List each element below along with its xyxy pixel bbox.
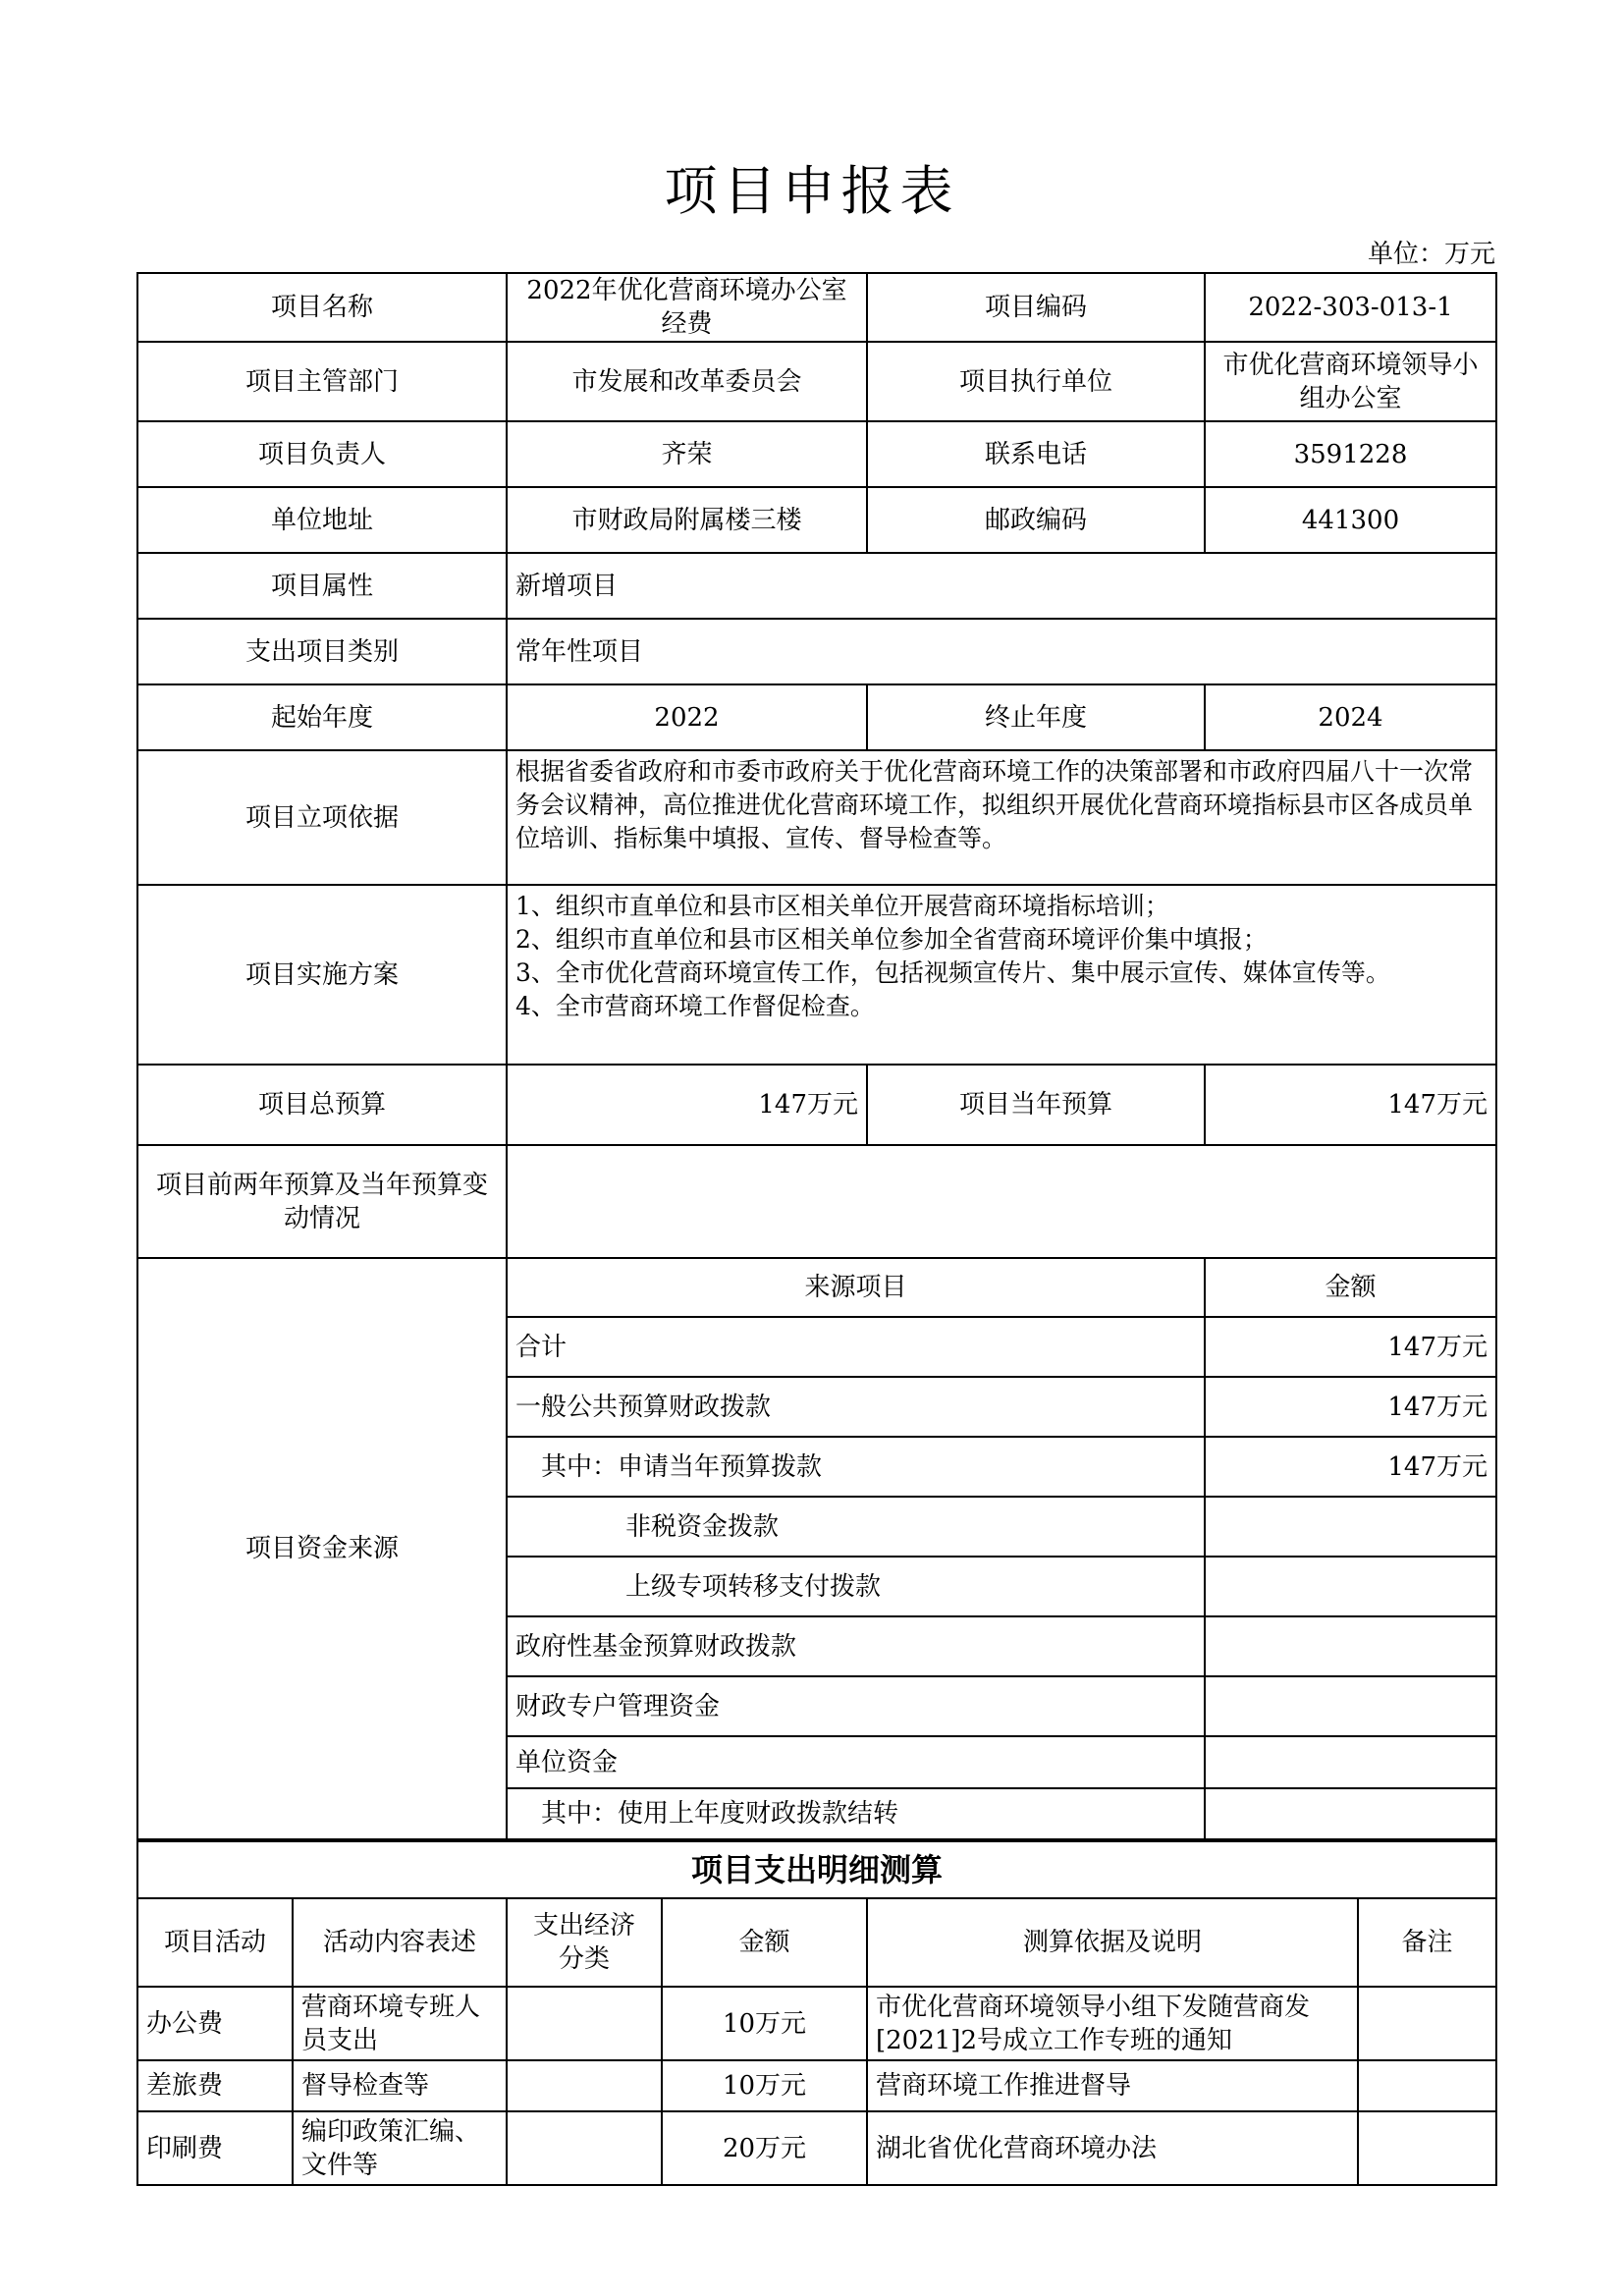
expense-detail-table bbox=[136, 1840, 1497, 2186]
detail-row-econ bbox=[507, 2060, 662, 2111]
detail-header-basis: 测算依据及说明 bbox=[867, 1898, 1358, 1987]
address-value: 市财政局附属楼三楼 bbox=[507, 487, 867, 553]
plan-value bbox=[507, 885, 1496, 1065]
detail-row-remark bbox=[1358, 1987, 1496, 2060]
detail-header-amount: 金额 bbox=[662, 1898, 867, 1987]
source-header: 来源项目 bbox=[507, 1258, 1205, 1317]
detail-row-content: 营商环境专班人员支出 bbox=[293, 1987, 507, 2060]
funding-row-amount bbox=[1205, 1736, 1496, 1788]
plan-line: 2、组织市直单位和县市区相关单位参加全省营商环境评价集中填报； bbox=[515, 925, 1268, 954]
funding-row-name: 其中：申请当年预算拨款 bbox=[507, 1437, 1205, 1497]
detail-header-activity: 项目活动 bbox=[137, 1898, 293, 1987]
page-title: 项目申报表 bbox=[664, 160, 959, 222]
funding-row-name: 政府性基金预算财政拨款 bbox=[507, 1616, 1205, 1676]
attribute-label: 项目属性 bbox=[137, 553, 507, 619]
address-label: 单位地址 bbox=[137, 487, 507, 553]
detail-row-activity: 差旅费 bbox=[137, 2060, 293, 2111]
detail-row-remark bbox=[1358, 2111, 1496, 2185]
funding-source-label: 项目资金来源 bbox=[137, 1258, 507, 1839]
funding-row-name: 单位资金 bbox=[507, 1736, 1205, 1788]
detail-row-remark bbox=[1358, 2060, 1496, 2111]
funding-row-amount bbox=[1205, 1616, 1496, 1676]
budget-change-value bbox=[507, 1145, 1496, 1258]
detail-row-econ bbox=[507, 2111, 662, 2185]
funding-row-amount bbox=[1205, 1497, 1496, 1557]
category-label: 支出项目类别 bbox=[137, 619, 507, 684]
detail-header-econ: 支出经济分类 bbox=[507, 1898, 662, 1987]
project-code-value: 2022-303-013-1 bbox=[1205, 273, 1496, 342]
plan-line: 4、全市营商环境工作督促检查。 bbox=[515, 992, 875, 1020]
funding-row-amount: 147万元 bbox=[1205, 1377, 1496, 1437]
detail-row-amount: 10万元 bbox=[662, 2060, 867, 2111]
detail-row-activity: 办公费 bbox=[137, 1987, 293, 2060]
amount-header: 金额 bbox=[1205, 1258, 1496, 1317]
detail-row-basis: 营商环境工作推进督导 bbox=[867, 2060, 1358, 2111]
detail-header-remark: 备注 bbox=[1358, 1898, 1496, 1987]
funding-row-name: 其中：使用上年度财政拨款结转 bbox=[507, 1788, 1205, 1839]
detail-section-title: 项目支出明细测算 bbox=[137, 1841, 1496, 1898]
funding-row-name: 财政专户管理资金 bbox=[507, 1676, 1205, 1736]
plan-line: 3、全市优化营商环境宣传工作，包括视频宣传片、集中展示宣传、媒体宣传等。 bbox=[515, 958, 1390, 987]
category-value: 常年性项目 bbox=[507, 619, 1496, 684]
postcode-value: 441300 bbox=[1205, 487, 1496, 553]
basis-value: 根据省委省政府和市委市政府关于优化营商环境工作的决策部署和市政府四届八十一次常务会议精神，高位推进优化营商环境工作，拟组织开展优化营商环境指标县市区各成员单位培训、指标集中填报、宣传、督导检查等。 bbox=[507, 750, 1496, 885]
end-year-value: 2024 bbox=[1205, 684, 1496, 750]
total-budget-value: 147万元 bbox=[507, 1065, 867, 1145]
detail-row-amount: 10万元 bbox=[662, 1987, 867, 2060]
attribute-value: 新增项目 bbox=[507, 553, 1496, 619]
funding-row-amount bbox=[1205, 1676, 1496, 1736]
detail-row-econ bbox=[507, 1987, 662, 2060]
funding-row-name: 非税资金拨款 bbox=[507, 1497, 1205, 1557]
total-budget-label: 项目总预算 bbox=[137, 1065, 507, 1145]
project-name-label: 项目名称 bbox=[137, 273, 507, 342]
detail-row-basis: 市优化营商环境领导小组下发随营商发[2021]2号成立工作专班的通知 bbox=[867, 1987, 1358, 2060]
dept-label: 项目主管部门 bbox=[137, 342, 507, 421]
year-budget-value: 147万元 bbox=[1205, 1065, 1496, 1145]
funding-row-amount bbox=[1205, 1557, 1496, 1616]
funding-row-name: 一般公共预算财政拨款 bbox=[507, 1377, 1205, 1437]
detail-row-amount: 20万元 bbox=[662, 2111, 867, 2185]
detail-row-activity: 印刷费 bbox=[137, 2111, 293, 2185]
end-year-label: 终止年度 bbox=[867, 684, 1205, 750]
funding-row-amount bbox=[1205, 1788, 1496, 1839]
detail-row-content: 编印政策汇编、文件等 bbox=[293, 2111, 507, 2185]
phone-label: 联系电话 bbox=[867, 421, 1205, 487]
project-code-label: 项目编码 bbox=[867, 273, 1205, 342]
start-year-value: 2022 bbox=[507, 684, 867, 750]
leader-label: 项目负责人 bbox=[137, 421, 507, 487]
detail-header-content: 活动内容表述 bbox=[293, 1898, 507, 1987]
unit-label: 单位：万元 bbox=[1367, 240, 1495, 269]
funding-row-amount: 147万元 bbox=[1205, 1437, 1496, 1497]
dept-value: 市发展和改革委员会 bbox=[507, 342, 867, 421]
funding-row-amount: 147万元 bbox=[1205, 1317, 1496, 1377]
detail-row-basis: 湖北省优化营商环境办法 bbox=[867, 2111, 1358, 2185]
funding-row-name: 合计 bbox=[507, 1317, 1205, 1377]
basis-label: 项目立项依据 bbox=[137, 750, 507, 885]
exec-unit-label: 项目执行单位 bbox=[867, 342, 1205, 421]
year-budget-label: 项目当年预算 bbox=[867, 1065, 1205, 1145]
detail-row-content: 督导检查等 bbox=[293, 2060, 507, 2111]
project-info-table bbox=[136, 272, 1497, 1840]
project-name-value: 2022年优化营商环境办公室经费 bbox=[507, 273, 867, 342]
funding-row-name: 上级专项转移支付拨款 bbox=[507, 1557, 1205, 1616]
phone-value: 3591228 bbox=[1205, 421, 1496, 487]
budget-change-label: 项目前两年预算及当年预算变动情况 bbox=[137, 1145, 507, 1258]
plan-line: 1、组织市直单位和县市区相关单位开展营商环境指标培训； bbox=[515, 892, 1169, 920]
start-year-label: 起始年度 bbox=[137, 684, 507, 750]
plan-label: 项目实施方案 bbox=[137, 885, 507, 1065]
postcode-label: 邮政编码 bbox=[867, 487, 1205, 553]
leader-value: 齐荣 bbox=[507, 421, 867, 487]
exec-unit-value: 市优化营商环境领导小组办公室 bbox=[1205, 342, 1496, 421]
